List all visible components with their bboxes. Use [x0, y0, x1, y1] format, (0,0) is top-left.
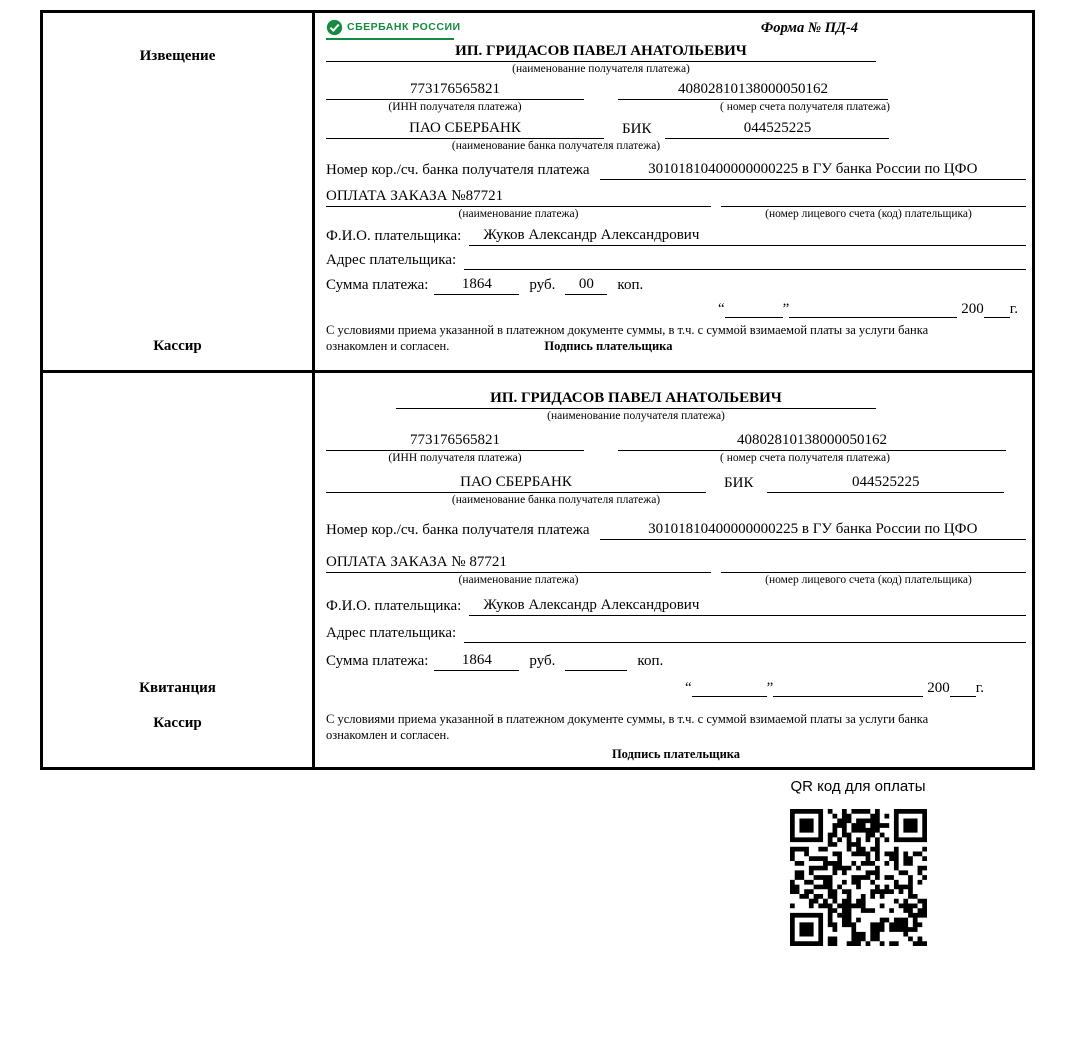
receipt-content: [315, 373, 1032, 767]
date-year-suffix: г.: [1009, 300, 1018, 317]
payer-name-label: Ф.И.О. плательщика:: [326, 598, 462, 615]
form-number: Форма № ПД-4: [760, 20, 858, 36]
account-value: 40802810138000050162: [618, 431, 1006, 451]
quote-open: “: [684, 679, 692, 696]
notice-header-row: [326, 19, 1026, 40]
account-label: ( номер счета получателя платежа): [720, 100, 890, 113]
rub-label: руб.: [529, 276, 556, 293]
quote-close: ”: [782, 300, 790, 317]
payment-name: ОПЛАТА ЗАКАЗА №87721: [326, 187, 711, 207]
sum-value: 1864: [434, 651, 519, 671]
agreement-line1: С условиями приема указанной в платежном документе суммы, в т.ч. с суммой взимаемой платы за услуги банка: [326, 712, 929, 727]
kop-label: коп.: [617, 276, 644, 293]
agreement-line1: С условиями приема указанной в платежном документе суммы, в т.ч. с суммой взимаемой платы за услуги банка: [326, 323, 929, 338]
date-year-suffix: г.: [975, 679, 984, 696]
payment-name-group: [326, 553, 1026, 587]
bank-name-label: (наименование банка получателя платежа): [451, 494, 661, 506]
account-value: 40802810138000050162: [618, 80, 888, 100]
inn-account-group: [326, 431, 1026, 465]
agreement-line2: ознакомлен и согласен.: [326, 727, 450, 742]
recipient-label: (наименование получателя платежа): [512, 62, 690, 75]
payment-sum-row: [326, 275, 1026, 295]
payer-address-row: [326, 624, 1026, 643]
payer-address-line: [464, 625, 1026, 643]
payment-name: ОПЛАТА ЗАКАЗА № 87721: [326, 553, 711, 573]
receipt-side-column: [43, 373, 315, 767]
inn-label: (ИНН получателя платежа): [388, 100, 522, 113]
corr-account-label: Номер кор./сч. банка получателя платежа: [326, 522, 590, 539]
date-day-line: [725, 300, 783, 318]
sberbank-logo: [326, 19, 461, 40]
receipt-label: Квитанция: [139, 679, 216, 696]
sberbank-logo-icon: [326, 19, 343, 36]
qr-label: QR код для оплаты: [790, 778, 926, 795]
sum-value: 1864: [434, 275, 519, 295]
payment-sum-row: [326, 651, 1026, 671]
agreement-block: [326, 712, 1026, 762]
inn-label: (ИНН получателя платежа): [388, 451, 522, 464]
bik-label: БИК: [622, 121, 652, 138]
payer-code-line: [721, 555, 1026, 573]
notice-content: [315, 13, 1032, 370]
bank-name: ПАО СБЕРБАНК: [326, 119, 604, 139]
corr-account-row: [326, 160, 1026, 180]
account-label: ( номер счета получателя платежа): [720, 451, 890, 464]
agreement-line2: ознакомлен и согласен.: [326, 338, 450, 353]
bank-name: ПАО СБЕРБАНК: [326, 473, 706, 493]
receipt-section: [43, 370, 1032, 767]
sberbank-logo-text: СБЕРБАНК РОССИИ: [347, 20, 461, 33]
date-year: 200: [927, 679, 950, 696]
qr-code: [790, 809, 927, 946]
payer-name-value: Жуков Александр Александрович: [469, 596, 1026, 616]
bank-group: [326, 473, 1026, 507]
cashier-label: Кассир: [153, 338, 202, 355]
payer-name-row: [326, 596, 1026, 616]
date-day-line: [692, 679, 767, 697]
kop-value: 00: [565, 275, 607, 295]
payer-signature-label: Подпись плательщика: [544, 338, 673, 353]
payer-address-row: [326, 251, 1026, 270]
payment-name-label: (наименование платежа): [458, 207, 579, 220]
qr-block: [783, 778, 933, 946]
payer-address-label: Адрес плательщика:: [326, 625, 457, 641]
quote-close: ”: [766, 679, 774, 696]
recipient-name: ИП. ГРИДАСОВ ПАВЕЛ АНАТОЛЬЕВИЧ: [326, 42, 876, 62]
date-year-line: [950, 679, 976, 697]
cashier-label: Кассир: [153, 715, 202, 732]
sum-label: Сумма платежа:: [326, 652, 429, 669]
payer-code-label: (номер лицевого счета (код) плательщика): [765, 207, 972, 220]
payer-signature-label: Подпись плательщика: [611, 746, 741, 761]
sberbank-logo-underline: [326, 38, 454, 40]
pd4-payment-form: [40, 10, 1035, 770]
date-month-line: [789, 300, 957, 318]
payer-name-value: Жуков Александр Александрович: [469, 226, 1026, 246]
corr-account-value: 30101810400000000225 в ГУ банка России по ЦФО: [600, 520, 1026, 540]
recipient-group: [326, 42, 1026, 76]
inn-account-group: [326, 80, 1026, 114]
bik-value: 044525225: [767, 473, 1004, 493]
date-row: [326, 679, 984, 698]
date-month-line: [773, 679, 923, 697]
agreement-block: [326, 323, 1026, 354]
date-row: [326, 300, 1018, 319]
kop-label: коп.: [637, 652, 664, 669]
inn-value: 773176565821: [326, 80, 584, 100]
payer-name-row: [326, 226, 1026, 246]
kop-value: [565, 653, 627, 671]
bank-name-label: (наименование банка получателя платежа): [451, 140, 661, 152]
date-year: 200: [961, 300, 984, 317]
bik-label: БИК: [724, 475, 754, 492]
notice-side-column: [43, 13, 315, 370]
notice-label: Извещение: [139, 48, 216, 64]
recipient-group: [326, 389, 1026, 423]
notice-section: [43, 13, 1032, 370]
recipient-name: ИП. ГРИДАСОВ ПАВЕЛ АНАТОЛЬЕВИЧ: [396, 389, 876, 409]
sum-label: Сумма платежа:: [326, 276, 429, 293]
corr-account-label: Номер кор./сч. банка получателя платежа: [326, 162, 590, 179]
inn-value: 773176565821: [326, 431, 584, 451]
quote-open: “: [717, 300, 725, 317]
payer-address-label: Адрес плательщика:: [326, 252, 457, 268]
bik-value: 044525225: [665, 119, 889, 139]
payer-code-line: [721, 189, 1026, 207]
payer-code-label: (номер лицевого счета (код) плательщика): [765, 573, 972, 586]
date-year-line: [984, 300, 1010, 318]
payment-name-group: [326, 187, 1026, 221]
recipient-label: (наименование получателя платежа): [547, 409, 725, 422]
corr-account-value: 30101810400000000225 в ГУ банка России по ЦФО: [600, 160, 1026, 180]
payer-address-line: [464, 252, 1026, 270]
bank-group: [326, 119, 1026, 153]
payer-name-label: Ф.И.О. плательщика:: [326, 228, 462, 245]
rub-label: руб.: [529, 652, 556, 669]
corr-account-row: [326, 520, 1026, 540]
payment-name-label: (наименование платежа): [458, 573, 579, 586]
